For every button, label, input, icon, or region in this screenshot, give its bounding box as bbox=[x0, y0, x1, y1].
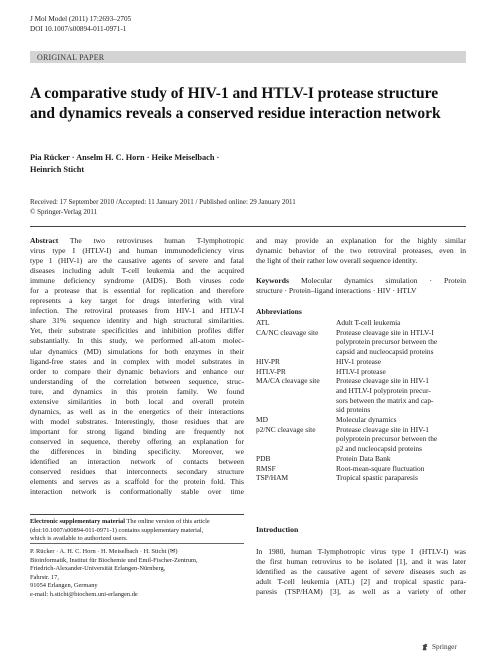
abstract-line: extensive similarities in both local and overall protein bbox=[30, 396, 244, 406]
affiliation-line: Bioinformatik, Institut für Biochemie und Emil-Fischer-Zentrum, bbox=[30, 556, 198, 564]
introduction-line: In 1980, human T-lymphotropic virus type I (HTLV-I) was bbox=[256, 547, 466, 556]
publisher-logo bbox=[421, 643, 457, 651]
abstract-line: the light of their rather low overall sequence identity. bbox=[256, 256, 418, 266]
footnote-divider bbox=[30, 514, 244, 515]
abstract-line: immune deficiency syndrome (AIDS). Both viruses code bbox=[30, 276, 244, 286]
introduction-line: paresis (TSP/HAM) [3], as well as a variety of other bbox=[256, 587, 466, 597]
abstract-line: understanding of the correlation between sequence, struc- bbox=[30, 376, 244, 386]
abstract-heading: Abstract bbox=[30, 236, 59, 245]
abbreviations-heading: Abbreviations bbox=[256, 307, 302, 316]
abbreviation-row bbox=[256, 367, 468, 377]
abstract-line: Yet, their substrate specificities and inhibition profiles differ bbox=[30, 326, 244, 336]
affiliation-divider bbox=[30, 543, 244, 544]
article-title: A comparative study of HIV-1 and HTLV-I protease structure and dynamics reveals a conserved residue interaction network bbox=[30, 85, 441, 122]
abstract-line: the differences in binding specificity. Moreover, we bbox=[30, 446, 244, 456]
abstract-continued bbox=[256, 236, 466, 266]
keywords-line: structure · Protein–ligand interactions · HIV · HTLV bbox=[256, 286, 417, 296]
abbreviation-definition: Tropical spastic paraparesis bbox=[336, 473, 418, 483]
abbreviation-row bbox=[256, 328, 468, 357]
abstract-line: identified an interaction network of contacts between bbox=[30, 457, 244, 467]
abbreviation-term: PDB bbox=[256, 453, 271, 463]
abstract-line: ture, and dynamics in this protein family. We found bbox=[30, 386, 244, 396]
abbreviation-definition: Protease cleavage site in HTLV-I polyprotein precursor between the capsid and nucleocapsid proteins bbox=[336, 327, 438, 357]
abbreviation-definition: Protease cleavage site in HIV-1 and HTLV-I polyprotein precur- sors between the matrix and cap- sid proteins bbox=[336, 376, 434, 415]
abstract-line: infection. The retroviral proteases from HIV-1 and HTLV-I bbox=[30, 306, 244, 316]
keywords-line: Keywords Molecular dynamics simulation · Protein bbox=[256, 276, 466, 285]
abbreviation-term: MA/CA cleavage site bbox=[256, 376, 320, 386]
abstract-line: dynamics, as well as in the energetics of their interactions bbox=[30, 406, 244, 416]
abstract-line: type 1 (HIV-1) are the causative agents of severe and fatal bbox=[30, 256, 244, 266]
copyright-line: © Springer-Verlag 2011 bbox=[30, 207, 98, 216]
abbreviation-row bbox=[256, 415, 468, 425]
introduction-line: adult T-cell leukemia (ATL) [2] and tropical spastic para- bbox=[256, 577, 466, 587]
author-affiliation bbox=[30, 548, 244, 600]
supplementary-note: Electronic supplementary material The online version of this article (doi:10.1007/s00894-011-0971-1) contains supplementary material, which is available to authorized users. bbox=[30, 518, 244, 544]
introduction-line: the first human retrovirus to be isolated [1], and it was later bbox=[256, 557, 466, 567]
affiliation-line: Friedrich-Alexander-Universität Erlangen-Nürnberg, bbox=[30, 565, 166, 573]
abbreviation-row bbox=[256, 318, 468, 328]
abbreviation-row bbox=[256, 473, 468, 483]
abstract-line: represents a key target for drugs interfering with viral bbox=[30, 296, 244, 306]
abbreviation-definition: Protease cleavage site in HIV-1 polyprotein precursor between the p2 and nucleocapsid proteins bbox=[336, 424, 438, 454]
abbreviation-definition: HIV-1 protease bbox=[336, 356, 382, 366]
abbreviation-term: ATL bbox=[256, 318, 270, 327]
header-divider bbox=[30, 226, 466, 227]
supplementary-line[interactable]: (doi:10.1007/s00894-011-0971-1) contains supplementary material, bbox=[30, 526, 204, 534]
supplementary-heading: Electronic supplementary material bbox=[30, 518, 126, 525]
abstract-line: with model substrates. Interestingly, those residues that are bbox=[30, 416, 244, 426]
journal-citation: J Mol Model (2011) 17:2693–2705 bbox=[30, 15, 132, 23]
abbreviation-term: CA/NC cleavage site bbox=[256, 327, 319, 337]
abstract-line: conserved residues that interconnects secondary structure bbox=[30, 467, 244, 477]
date-history: Received: 17 September 2010 /Accepted: 11 January 2011 / Published online: 29 January 2011 bbox=[30, 198, 296, 206]
publisher-name: Springer bbox=[432, 643, 457, 651]
introduction-line: identified as the causative agent of severe diseases such as bbox=[256, 567, 466, 577]
introduction-text bbox=[256, 547, 466, 597]
abbreviation-term: MD bbox=[256, 415, 268, 425]
article-type-label: ORIGINAL PAPER bbox=[37, 53, 105, 62]
abbreviation-term: RMSF bbox=[256, 463, 276, 473]
abbreviations-table bbox=[256, 318, 468, 483]
author-line: Pia Rücker · Anselm H. C. Horn · Heike Meiselbach · bbox=[30, 153, 220, 162]
affiliation-line: P. Rücker · A. H. C. Horn · H. Meiselbach · H. Sticht (✉) bbox=[30, 548, 178, 555]
keywords-heading: Keywords bbox=[256, 276, 289, 285]
abbreviation-definition: Protein Data Bank bbox=[336, 453, 391, 463]
author-line: Heinrich Sticht bbox=[30, 164, 85, 174]
introduction-heading: Introduction bbox=[256, 525, 299, 534]
abstract-line: important for strong ligand binding are frequently not bbox=[30, 426, 244, 436]
abbreviation-row bbox=[256, 454, 468, 464]
affiliation-line: Fahrstr. 17, bbox=[30, 573, 59, 581]
abbreviation-definition: Adult T-cell leukemia bbox=[336, 318, 401, 327]
abbreviation-definition: Root-mean-square fluctuation bbox=[336, 463, 425, 473]
abbreviation-term: TSP/HAM bbox=[256, 473, 289, 483]
abstract-line: conserved in sequence, thereby offering an explanation for bbox=[30, 436, 244, 446]
abbreviation-term: HTLV-PR bbox=[256, 366, 286, 376]
abstract-line: interaction network is conformationally stable over time bbox=[30, 487, 244, 497]
abbreviation-definition: Molecular dynamics bbox=[336, 415, 397, 425]
author-list bbox=[30, 152, 330, 175]
abstract-line: order to compare their dynamic behaviors and enhance our bbox=[30, 366, 244, 376]
abstract-line: virus type I (HTLV-I) and human immunodeficiency virus bbox=[30, 246, 244, 256]
abstract-line: ligand-free states and in complex with model substrates in bbox=[30, 356, 244, 366]
article-doi: DOI 10.1007/s00894-011-0971-1 bbox=[30, 24, 127, 33]
journal-header bbox=[30, 15, 131, 34]
abbreviation-definition: HTLV-I protease bbox=[336, 366, 386, 376]
abbreviation-row bbox=[256, 357, 468, 367]
abbreviation-row bbox=[256, 425, 468, 454]
abstract-line: Abstract The two retroviruses human T-lymphotropic bbox=[30, 236, 245, 245]
abbreviation-term: p2/NC cleavage site bbox=[256, 424, 316, 434]
publication-dates bbox=[30, 198, 296, 217]
abstract-line: substantially. In this study, we performed all-atom molec- bbox=[30, 336, 244, 346]
abstract-line: dynamic behavior of the two retroviral proteases, even in bbox=[256, 246, 466, 256]
contact-email[interactable]: e-mail: h.sticht@biochem.uni-erlangen.de bbox=[30, 590, 138, 598]
abbreviation-row bbox=[256, 464, 468, 474]
abstract-line: ular dynamics (MD) simulations for both enzymes in their bbox=[30, 346, 244, 356]
abstract-line: for a protease that is essential for replication and therefore bbox=[30, 286, 244, 296]
abstract-line: diseases including adult T-cell leukemia and the acquired bbox=[30, 266, 244, 276]
abbreviation-term: HIV-PR bbox=[256, 356, 280, 366]
abstract-line: share 31% sequence identity and high structural similarities. bbox=[30, 316, 244, 326]
abstract-line: elements and serves as a scaffold for the protein fold. This bbox=[30, 477, 244, 487]
abstract bbox=[30, 236, 244, 497]
affiliation-line: 91054 Erlangen, Germany bbox=[30, 582, 98, 590]
abstract-line: and may provide an explanation for the highly similar bbox=[256, 236, 466, 245]
supplementary-line: which is available to authorized users. bbox=[30, 535, 128, 543]
springer-horse-icon bbox=[421, 643, 429, 651]
abbreviation-row bbox=[256, 376, 468, 415]
keywords bbox=[256, 276, 466, 296]
